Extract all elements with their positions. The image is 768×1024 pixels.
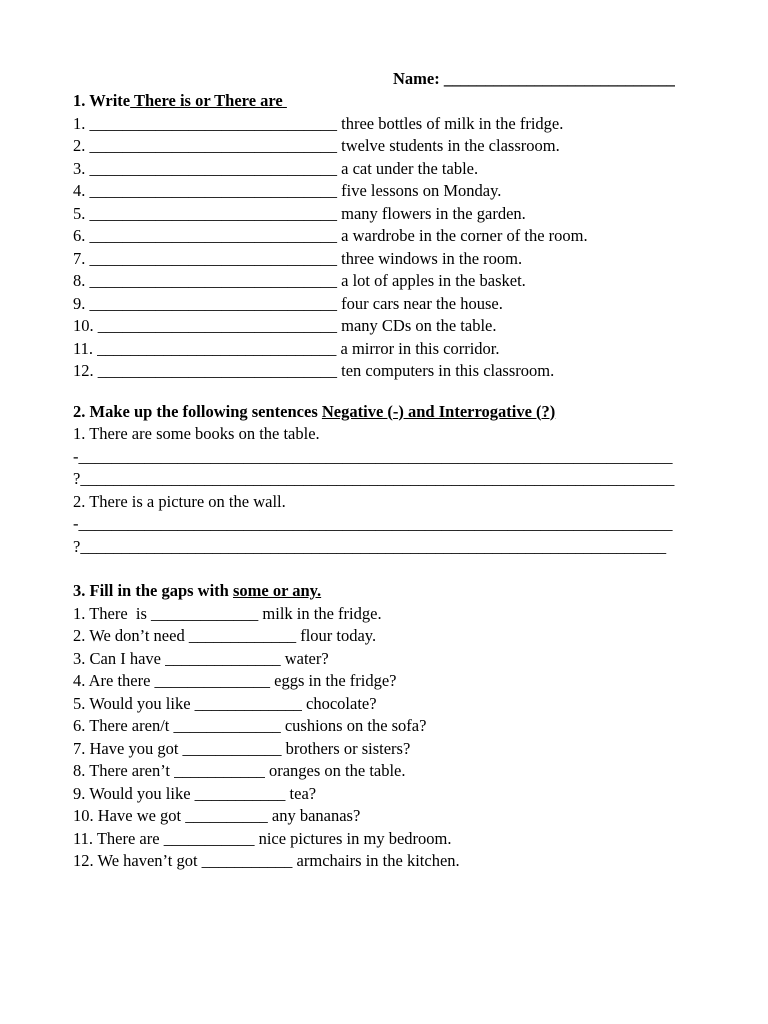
exercise-1-item: 5. ______________________________ many flowers in the garden. (73, 203, 526, 223)
exercise-3-item: 6. There aren/t _____________ cushions on the sofa? (73, 716, 427, 735)
exercise-3-item: 3. Can I have ______________ water? (73, 648, 329, 668)
section-3-title: 3. Fill in the gaps with (73, 581, 233, 600)
section-1-list (73, 113, 713, 383)
name-field-label: Name: ____________________________ (393, 69, 675, 88)
section-1-title-underlined: There is or There are (130, 91, 287, 110)
exercise-1-item: 12. _____________________________ ten computers in this classroom. (73, 361, 555, 380)
exercise-3-item: 2. We don’t need _____________ flour today. (73, 626, 377, 645)
exercise-2-answer-line: -________________________________________________________________________ (73, 514, 673, 533)
exercise-2-sentence: 1. There are some books on the table. (73, 424, 320, 443)
exercise-3-item: 4. Are there ______________ eggs in the fridge? (73, 671, 397, 690)
exercise-1-item: 10. _____________________________ many CDs on the table. (73, 316, 497, 335)
exercise-1-item: 6. ______________________________ a wardrobe in the corner of the room. (73, 226, 588, 245)
exercise-3-item: 5. Would you like _____________ chocolate? (73, 693, 377, 713)
exercise-3-item: 11. There are ___________ nice pictures in my bedroom. (73, 828, 452, 848)
exercise-1-item: 2. ______________________________ twelve students in the classroom. (73, 136, 560, 155)
section-3-heading (73, 580, 713, 603)
section-spacer (73, 558, 713, 580)
exercise-3-item: 8. There aren’t ___________ oranges on the table. (73, 761, 406, 780)
section-2-title-underlined: Negative (-) and Interrogative (?) (321, 401, 556, 421)
section-2-list (73, 423, 713, 558)
exercise-3-item: 9. Would you like ___________ tea? (73, 783, 317, 803)
exercise-1-item: 3. ______________________________ a cat under the table. (73, 158, 479, 178)
section-1-title: 1. Write (73, 91, 131, 110)
exercise-1-item: 7. ______________________________ three windows in the room. (73, 248, 523, 268)
section-2-title: 2. Make up the following sentences (73, 401, 322, 421)
section-3-list (73, 603, 713, 873)
exercise-3-item: 7. Have you got ____________ brothers or sisters? (73, 738, 411, 758)
exercise-1-item: 1. ______________________________ three bottles of milk in the fridge. (73, 113, 564, 133)
section-2-heading (73, 401, 713, 424)
exercise-1-item: 9. ______________________________ four cars near the house. (73, 293, 503, 313)
exercise-3-item: 10. Have we got __________ any bananas? (73, 806, 361, 825)
exercise-1-item: 4. ______________________________ five lessons on Monday. (73, 181, 502, 200)
exercise-2-answer-line: ?________________________________________________________________________ (73, 469, 675, 488)
worksheet-content (73, 90, 713, 873)
section-spacer (73, 383, 713, 401)
section-1-heading (73, 90, 713, 113)
exercise-1-item: 8. ______________________________ a lot of apples in the basket. (73, 271, 526, 290)
exercise-2-sentence: 2. There is a picture on the wall. (73, 491, 286, 511)
section-3-title-underlined: some or any. (232, 581, 322, 600)
exercise-3-item: 1. There is _____________ milk in the fridge. (73, 603, 382, 623)
exercise-2-answer-line: -________________________________________________________________________ (73, 446, 673, 466)
exercise-3-item: 12. We haven’t got ___________ armchairs in the kitchen. (73, 851, 460, 870)
exercise-2-answer-line: ?_______________________________________________________________________ (73, 536, 667, 556)
exercise-1-item: 11. _____________________________ a mirror in this corridor. (73, 338, 500, 358)
